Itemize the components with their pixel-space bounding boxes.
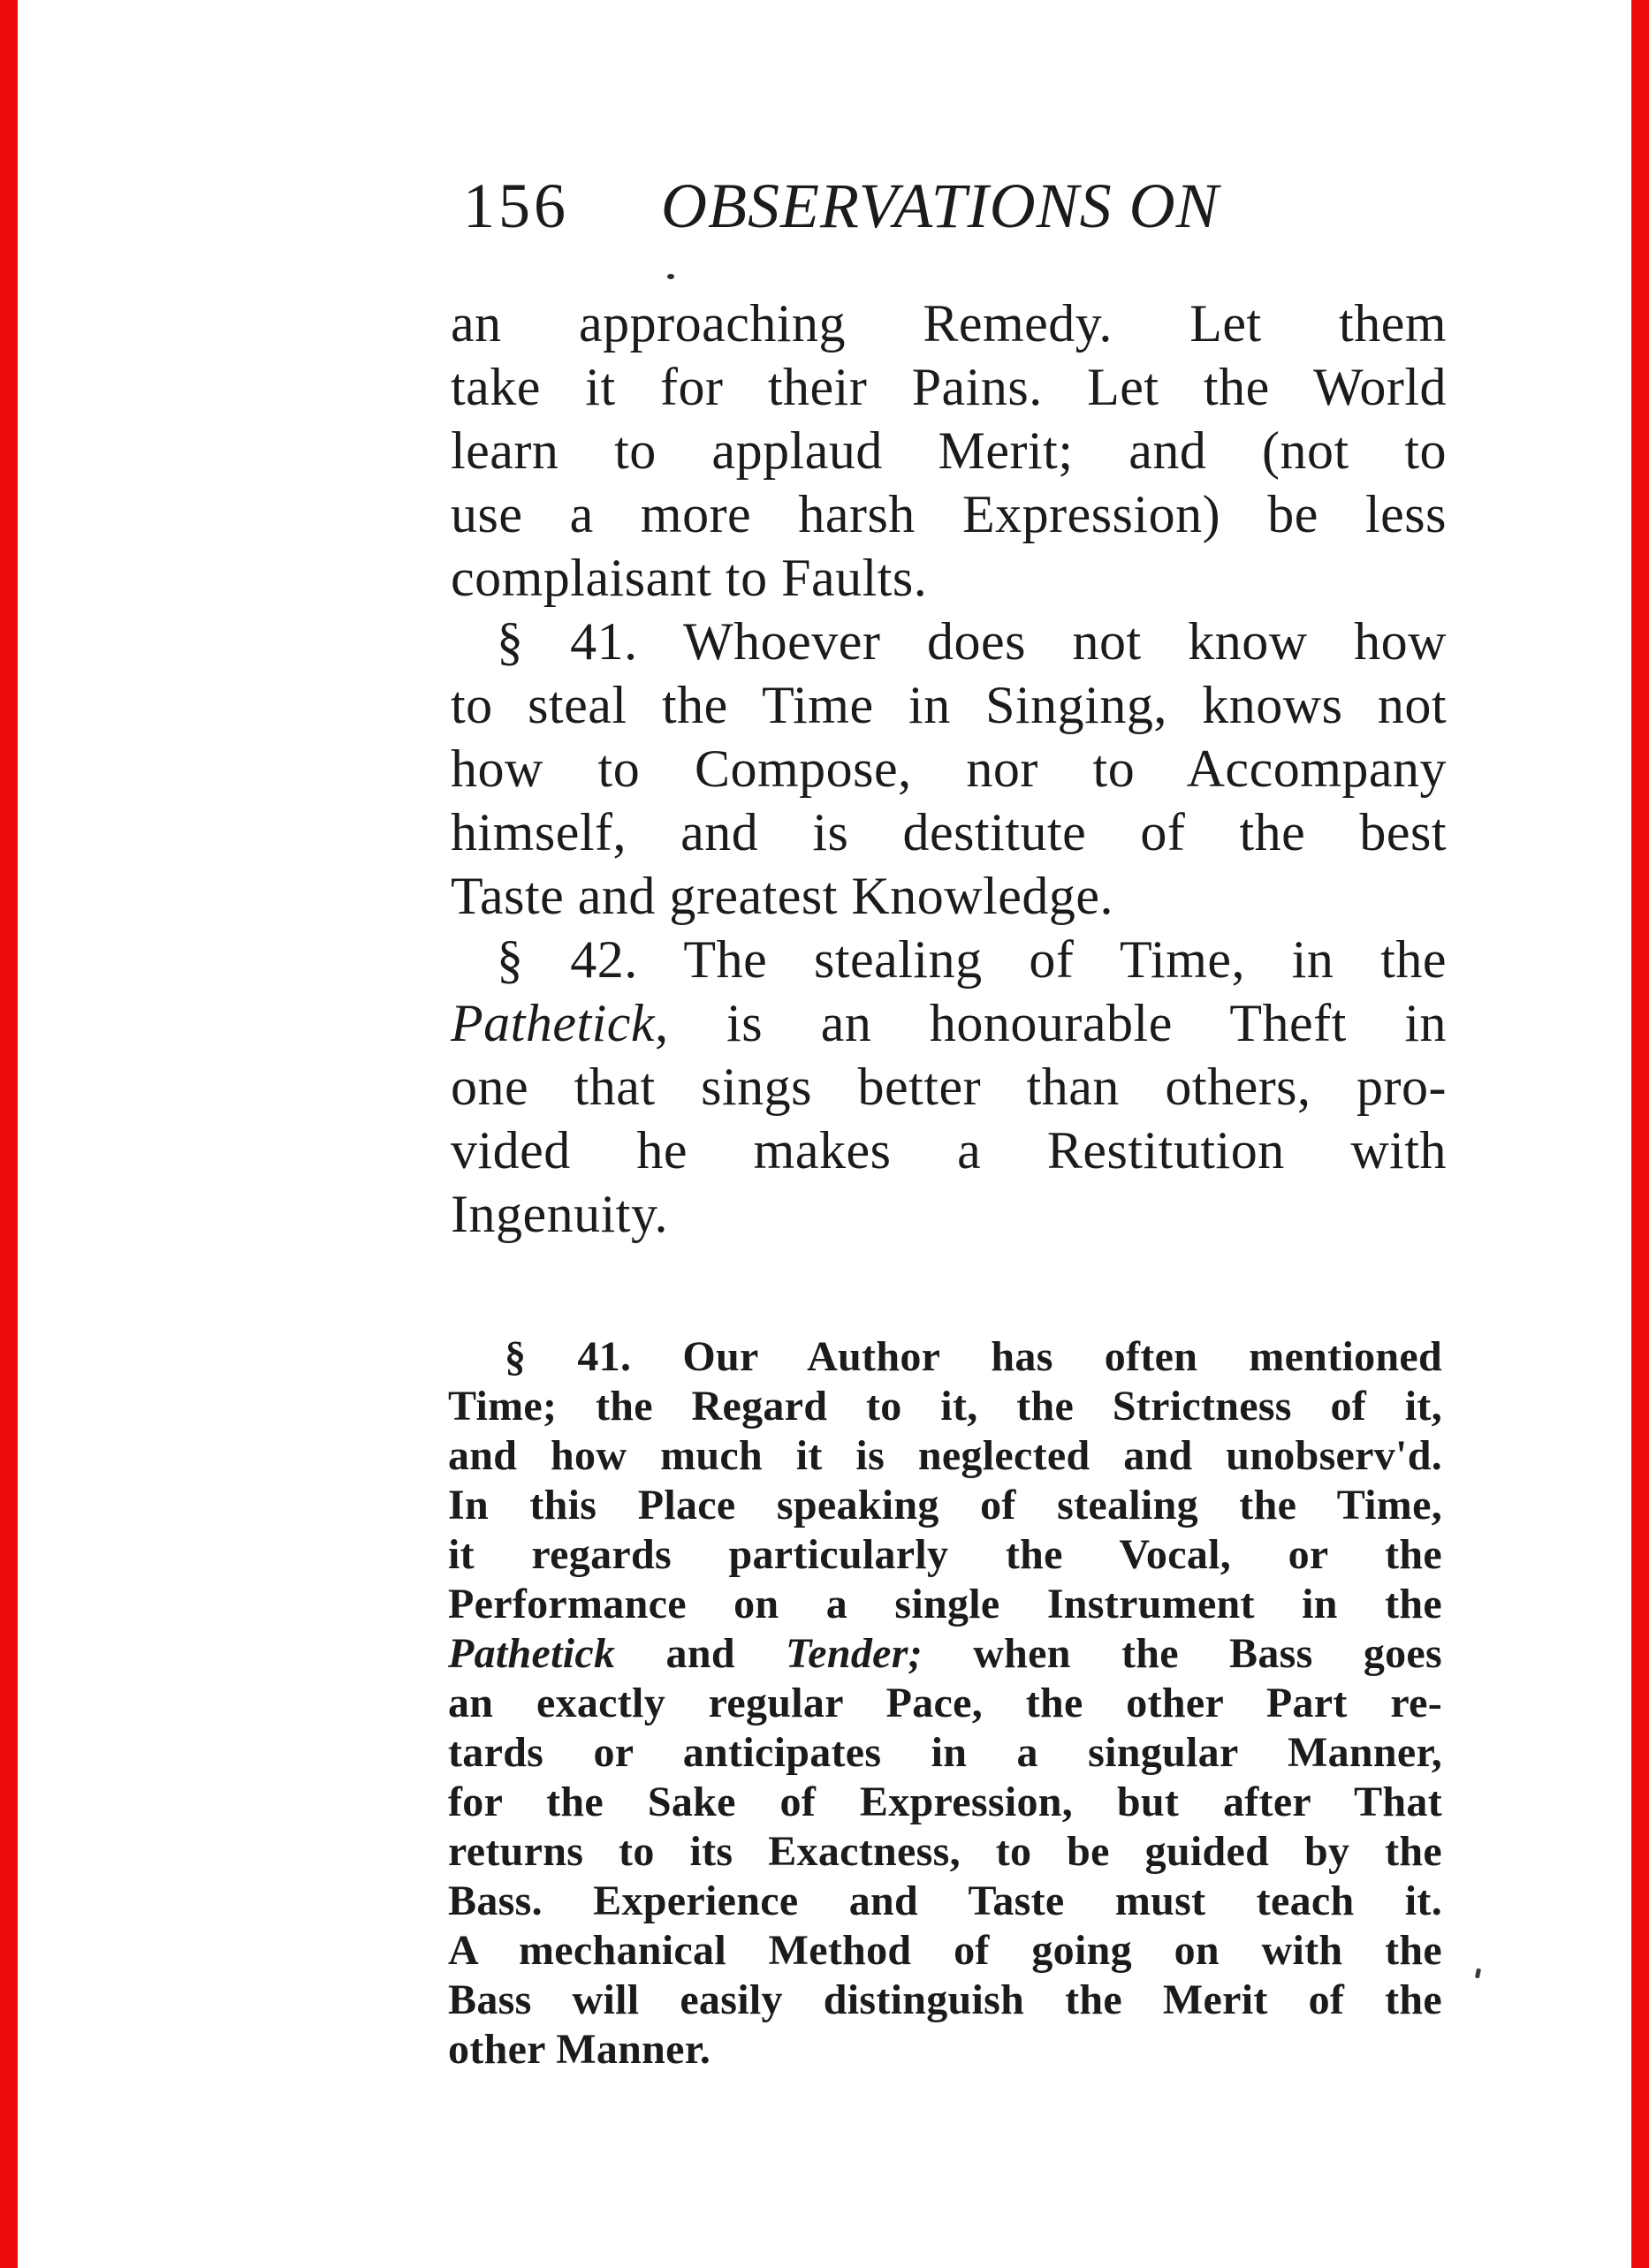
main-line <box>451 1119 1447 1182</box>
text-segment: complaisant to Faults. <box>451 549 928 607</box>
text-segment: it regards particularly the Vocal, or the <box>448 1531 1442 1578</box>
main-line <box>451 292 1447 355</box>
text-segment: other Manner. <box>448 2026 711 2073</box>
text-segment: , is an honourable Theft in <box>655 994 1447 1052</box>
text-segment: use a more harsh Expression) be less <box>451 485 1447 543</box>
text-segment: take it for their Pains. Let the World <box>451 358 1447 416</box>
foot-line <box>448 1877 1442 1926</box>
main-line <box>451 1182 1447 1246</box>
text-segment: Bass will easily distinguish the Merit of the <box>448 1976 1442 2023</box>
foot-line <box>448 2025 1442 2075</box>
text-segment: and <box>615 1630 787 1677</box>
text-segment: himself, and is destitute of the best <box>451 803 1447 861</box>
main-line <box>451 355 1447 419</box>
italic-text-segment: Tender; <box>786 1630 923 1677</box>
scan-edge-left-strip <box>0 0 18 2268</box>
main-line <box>451 991 1447 1055</box>
page-number: 156 <box>463 171 569 241</box>
foot-line <box>448 1728 1442 1778</box>
footnote-block <box>448 1332 1442 2075</box>
foot-line <box>448 1580 1442 1629</box>
text-segment: tards or anticipates in a singular Manner, <box>448 1729 1442 1776</box>
text-segment: § 42. The stealing of Time, in the <box>497 930 1447 989</box>
text-segment: learn to applaud Merit; and (not to <box>451 421 1447 480</box>
text-segment: Ingenuity. <box>451 1185 669 1243</box>
main-line <box>451 737 1447 800</box>
page-header <box>451 170 1447 246</box>
text-segment: an exactly regular Pace, the other Part re- <box>448 1680 1442 1726</box>
running-title: OBSERVATIONS ON <box>661 171 1220 241</box>
main-text-block <box>451 292 1447 1246</box>
main-line <box>451 864 1447 928</box>
italic-text-segment: Pathetick <box>448 1630 616 1677</box>
main-line <box>451 673 1447 737</box>
text-segment: Taste and greatest Knowledge. <box>451 867 1114 925</box>
main-line <box>451 928 1447 991</box>
foot-line <box>448 1926 1442 1976</box>
foot-line <box>448 1976 1442 2025</box>
scan-edge-right-strip <box>1631 0 1649 2268</box>
main-line <box>451 610 1447 673</box>
text-segment: returns to its Exactness, to be guided by the <box>448 1828 1442 1875</box>
main-line <box>451 800 1447 864</box>
main-line <box>451 482 1447 546</box>
ink-speck <box>1475 1968 1481 1979</box>
text-segment: when the Bass goes <box>923 1630 1443 1677</box>
foot-line <box>448 1382 1442 1431</box>
text-segment: Performance on a single Instrument in the <box>448 1581 1442 1627</box>
foot-line <box>448 1332 1442 1382</box>
main-line <box>451 419 1447 482</box>
text-segment: to steal the Time in Singing, knows not <box>451 676 1447 734</box>
text-segment: vided he makes a Restitution with <box>451 1121 1447 1180</box>
ink-speck <box>667 274 674 279</box>
foot-line <box>448 1679 1442 1728</box>
text-segment: § 41. Our Author has often mentioned <box>505 1333 1442 1380</box>
foot-line <box>448 1827 1442 1877</box>
text-segment: § 41. Whoever does not know how <box>497 612 1447 671</box>
text-segment: how to Compose, nor to Accompany <box>451 740 1447 798</box>
text-segment: Time; the Regard to it, the Strictness of it, <box>448 1383 1442 1430</box>
foot-line <box>448 1629 1442 1679</box>
main-line <box>451 546 1447 610</box>
text-segment: and how much it is neglected and unobserv'd. <box>448 1432 1442 1479</box>
text-segment: Bass. Experience and Taste must teach it. <box>448 1877 1442 1924</box>
foot-line <box>448 1481 1442 1530</box>
main-line <box>451 1055 1447 1119</box>
text-segment: for the Sake of Expression, but after That <box>448 1779 1442 1825</box>
text-segment: one that sings better than others, pro- <box>451 1058 1447 1116</box>
italic-text-segment: Pathetick <box>451 994 656 1052</box>
text-segment: an approaching Remedy. Let them <box>451 294 1447 353</box>
text-segment: A mechanical Method of going on with the <box>448 1927 1442 1974</box>
foot-line <box>448 1778 1442 1827</box>
foot-line <box>448 1431 1442 1481</box>
text-segment: In this Place speaking of stealing the Time, <box>448 1482 1442 1528</box>
foot-line <box>448 1530 1442 1580</box>
